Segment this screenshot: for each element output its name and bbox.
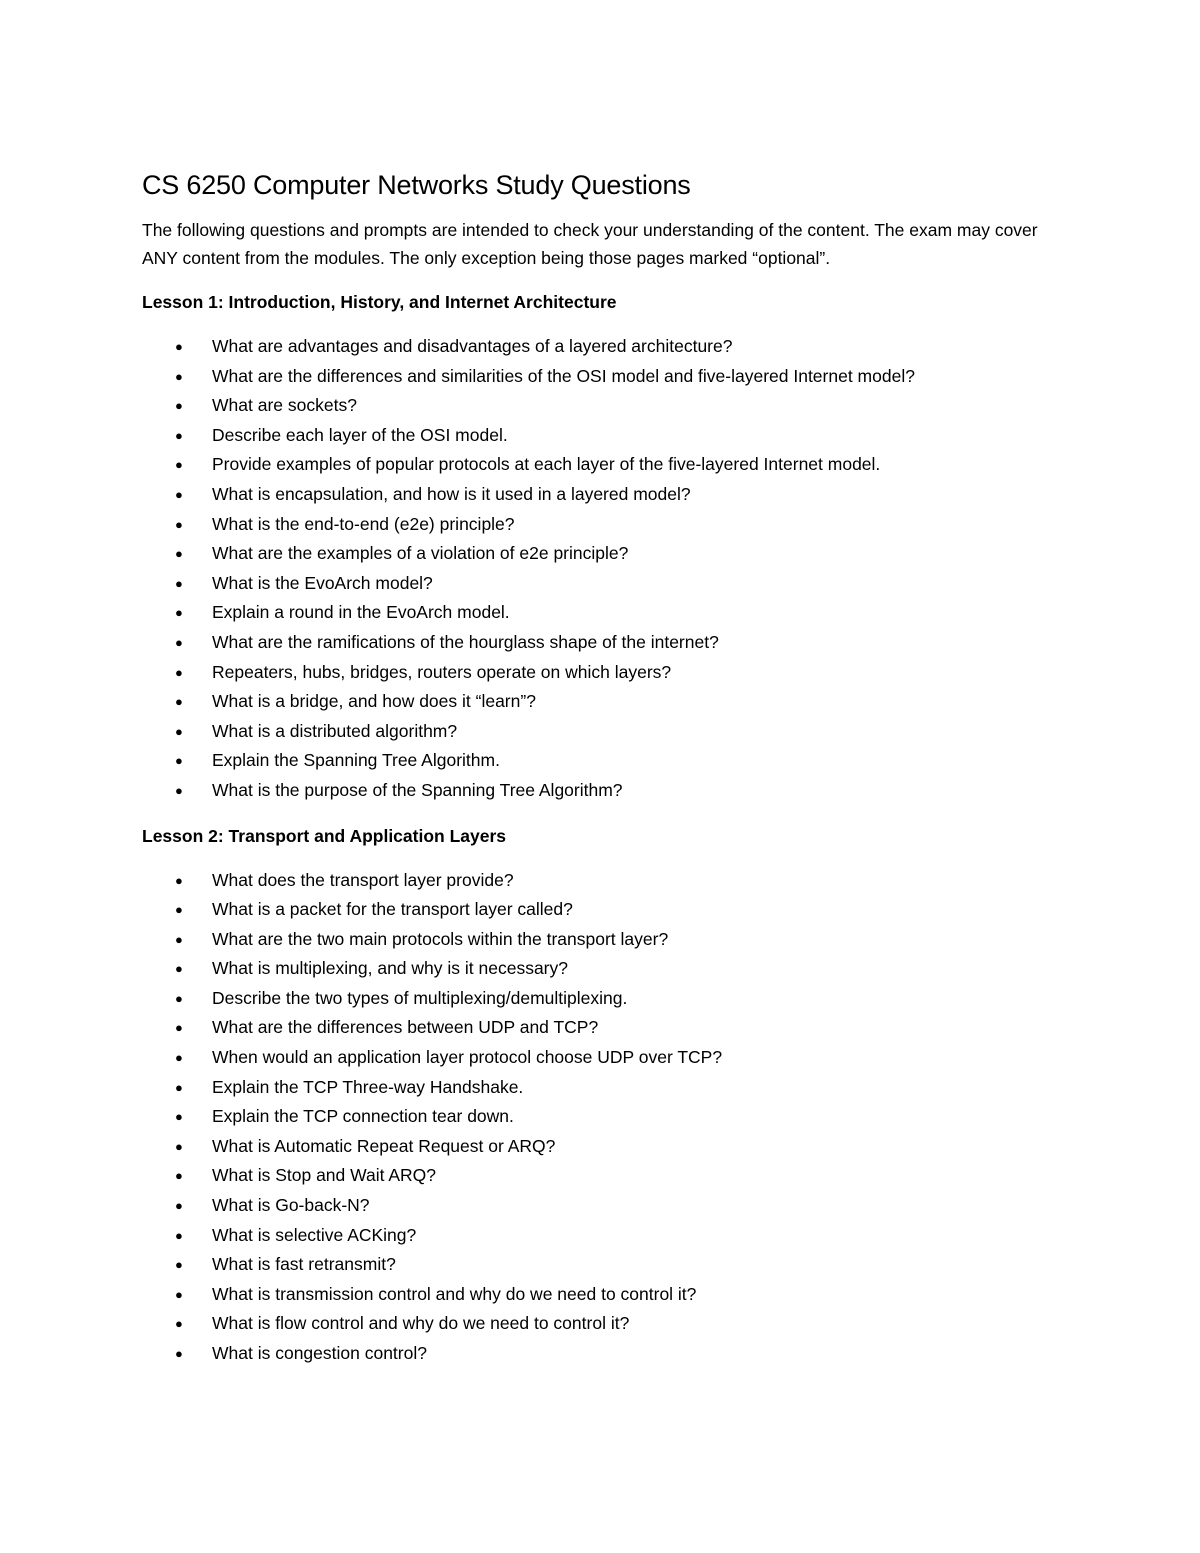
question-text: What are the ramifications of the hourglass shape of the internet? [212,631,719,652]
list-item [142,984,1062,1014]
document-page [142,166,1062,1369]
bullet-icon: ● [175,398,183,414]
list-item [142,539,1062,569]
question-text: What are the examples of a violation of e2e principle? [212,543,629,564]
question-text: What is transmission control and why do we need to control it? [212,1283,697,1304]
list-item [142,1191,1062,1221]
question-text: What does the transport layer provide? [212,869,514,890]
bullet-icon: ● [175,368,183,384]
list-item [142,954,1062,984]
list-item [142,776,1062,806]
bullet-icon: ● [175,1050,183,1066]
question-text: What is Automatic Repeat Request or ARQ? [212,1135,556,1156]
question-text: What is Stop and Wait ARQ? [212,1165,437,1186]
bullet-icon: ● [175,1020,183,1036]
bullet-icon: ● [175,1198,183,1214]
question-text: What are sockets? [212,395,357,416]
question-text: What is fast retransmit? [212,1254,396,1275]
question-text: Explain the TCP connection tear down. [212,1106,514,1127]
question-list [142,866,1062,1369]
bullet-icon: ● [175,931,183,947]
question-text: What is encapsulation, and how is it used in a layered model? [212,483,691,504]
list-item [142,480,1062,510]
list-item [142,510,1062,540]
list-item [142,746,1062,776]
list-item [142,1013,1062,1043]
question-text: What is the EvoArch model? [212,572,433,593]
bullet-icon: ● [175,457,183,473]
question-text: What is the end-to-end (e2e) principle? [212,513,515,534]
question-text: What are advantages and disadvantages of a layered architecture? [212,336,733,356]
list-item [142,1161,1062,1191]
section-heading: Lesson 1: Introduction, History, and Internet Architecture [142,292,617,312]
question-text: What is a packet for the transport layer called? [212,899,573,920]
bullet-icon: ● [175,427,183,443]
list-item [142,1132,1062,1162]
question-text: Explain a round in the EvoArch model. [212,602,510,623]
bullet-icon: ● [175,1168,183,1184]
list-item [142,1339,1062,1369]
list-item [142,1102,1062,1132]
sections-container [142,288,1062,1369]
bullet-icon: ● [175,723,183,739]
question-text: What is congestion control? [212,1343,427,1363]
question-text: What are the differences between UDP and TCP? [212,1017,599,1038]
bullet-icon: ● [175,1316,183,1332]
list-item [142,450,1062,480]
question-text: Explain the TCP Three-way Handshake. [212,1076,524,1097]
section-heading: Lesson 2: Transport and Application Layers [142,825,507,846]
question-text: What is a distributed algorithm? [212,720,458,741]
document-title: CS 6250 Computer Networks Study Questions [142,170,691,200]
bullet-icon: ● [175,575,183,591]
bullet-icon: ● [175,516,183,532]
bullet-icon: ● [175,782,183,798]
list-item [142,717,1062,747]
question-text: Explain the Spanning Tree Algorithm. [212,750,500,771]
question-text: Provide examples of popular protocols at each layer of the five-layered Internet model. [212,454,881,475]
bullet-icon: ● [175,1138,183,1154]
list-item [142,569,1062,599]
question-text: Describe the two types of multiplexing/demultiplexing. [212,987,628,1008]
list-item [142,1073,1062,1103]
bullet-icon: ● [175,634,183,650]
list-item [142,598,1062,628]
bullet-icon: ● [175,546,183,562]
bullet-icon: ● [175,753,183,769]
list-item [142,687,1062,717]
intro-paragraph: The following questions and prompts are intended to check your understanding of the content. The exam may cover ANY content from the modules. The only exception being those pages marked “optional”. [142,220,1038,268]
list-item [142,362,1062,392]
bullet-icon: ● [175,1227,183,1243]
bullet-icon: ● [175,961,183,977]
question-text: What is multiplexing, and why is it necessary? [212,958,568,979]
question-text: What is the purpose of the Spanning Tree Algorithm? [212,779,623,800]
question-text: What is Go-back-N? [212,1195,370,1216]
question-text: What are the two main protocols within the transport layer? [212,928,669,949]
question-text: Describe each layer of the OSI model. [212,424,508,445]
bullet-icon: ● [175,990,183,1006]
bullet-icon: ● [175,694,183,710]
list-item [142,1309,1062,1339]
question-text: What is selective ACKing? [212,1224,417,1245]
list-item [142,1043,1062,1073]
bullet-icon: ● [175,339,183,354]
question-text: When would an application layer protocol choose UDP over TCP? [212,1047,723,1068]
list-item [142,866,1062,896]
bullet-icon: ● [175,902,183,918]
bullet-icon: ● [175,1257,183,1273]
list-item [142,1250,1062,1280]
question-text: Repeaters, hubs, bridges, routers operate on which layers? [212,661,672,682]
bullet-icon: ● [175,1286,183,1302]
list-item [142,1280,1062,1310]
question-text: What is flow control and why do we need to control it? [212,1313,630,1334]
list-item [142,628,1062,658]
bullet-icon: ● [175,486,183,502]
question-text: What is a bridge, and how does it “learn”? [212,691,536,712]
question-list [142,332,1062,806]
bullet-icon: ● [175,664,183,680]
list-item [142,332,1062,362]
bullet-icon: ● [175,872,183,888]
list-item [142,658,1062,688]
bullet-icon: ● [175,1346,183,1361]
list-item [142,421,1062,451]
list-item [142,895,1062,925]
bullet-icon: ● [175,1109,183,1125]
list-item [142,1221,1062,1251]
list-item [142,391,1062,421]
bullet-icon: ● [175,1079,183,1095]
list-item [142,925,1062,955]
bullet-icon: ● [175,605,183,621]
question-text: What are the differences and similarities of the OSI model and five-layered Internet model? [212,365,915,386]
